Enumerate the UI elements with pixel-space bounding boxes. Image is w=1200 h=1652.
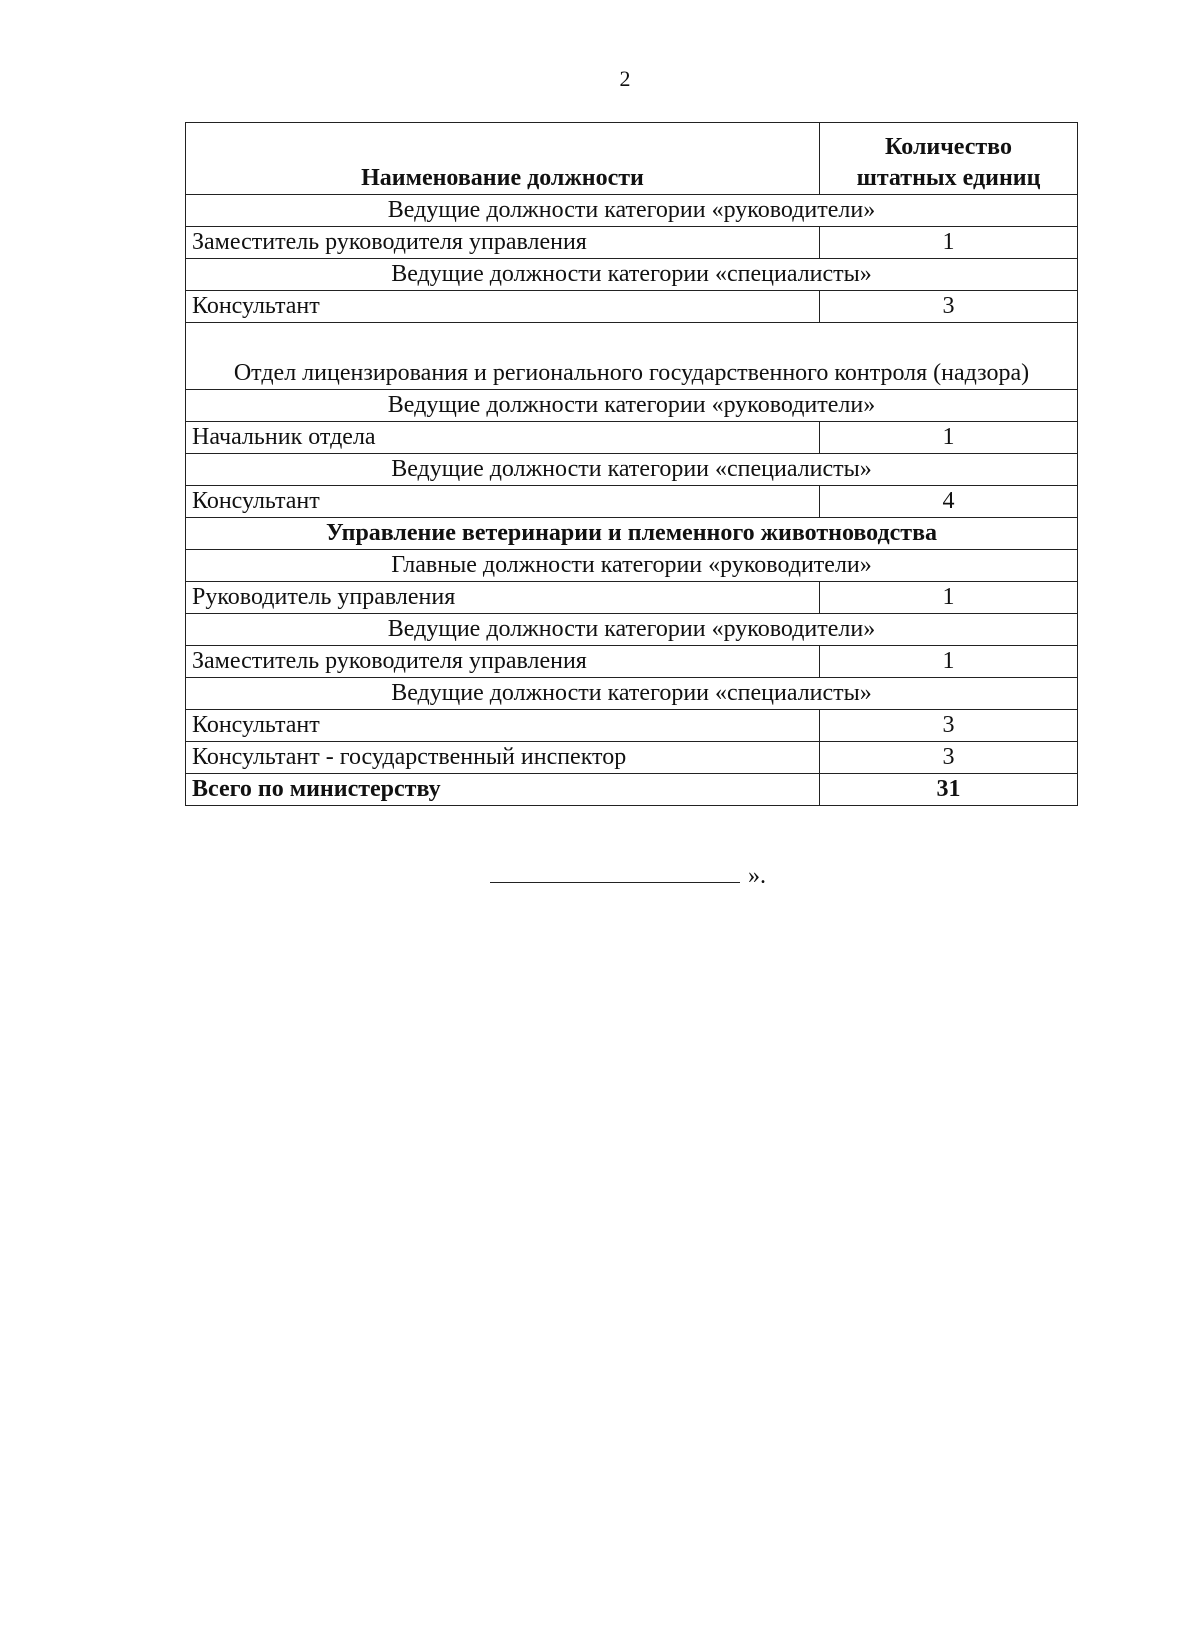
department-row — [186, 323, 1078, 390]
department-row — [186, 518, 1078, 550]
category-row — [186, 550, 1078, 582]
category-row — [186, 614, 1078, 646]
signature-underline — [490, 862, 740, 883]
category-label: Ведущие должности категории «руководители» — [186, 390, 1078, 422]
category-row — [186, 678, 1078, 710]
position-quantity: 3 — [820, 291, 1078, 323]
header-quantity — [820, 123, 1078, 195]
position-row — [186, 646, 1078, 678]
category-row — [186, 390, 1078, 422]
category-label: Главные должности категории «руководители» — [186, 550, 1078, 582]
position-name: Консультант — [186, 486, 820, 518]
header-quantity-line2: штатных единиц — [856, 165, 1041, 191]
category-label: Ведущие должности категории «руководители» — [186, 195, 1078, 227]
position-row — [186, 486, 1078, 518]
position-name: Консультант — [186, 291, 820, 323]
header-quantity-line1: Количество — [885, 134, 1012, 160]
total-row — [186, 774, 1078, 806]
table-header-row — [186, 123, 1078, 195]
position-quantity: 4 — [820, 486, 1078, 518]
department-label: Управление ветеринарии и племенного животноводства — [186, 518, 1078, 550]
position-row — [186, 710, 1078, 742]
position-row — [186, 422, 1078, 454]
page-number: 2 — [619, 66, 631, 91]
position-quantity: 1 — [820, 646, 1078, 678]
department-label: Отдел лицензирования и регионального государственного контроля (надзора) — [186, 323, 1078, 390]
position-quantity: 3 — [820, 710, 1078, 742]
header-position-name: Наименование должности — [186, 123, 820, 195]
staffing-table — [185, 122, 1078, 806]
category-label: Ведущие должности категории «специалисты» — [186, 454, 1078, 486]
position-row — [186, 742, 1078, 774]
category-row — [186, 195, 1078, 227]
position-quantity: 1 — [820, 227, 1078, 259]
total-quantity: 31 — [820, 774, 1078, 806]
position-quantity: 1 — [820, 582, 1078, 614]
position-row — [186, 227, 1078, 259]
closing-quote-mark: ». — [748, 863, 766, 889]
category-label: Ведущие должности категории «руководители» — [186, 614, 1078, 646]
position-quantity: 3 — [820, 742, 1078, 774]
position-quantity: 1 — [820, 422, 1078, 454]
position-name: Руководитель управления — [186, 582, 820, 614]
position-row — [186, 582, 1078, 614]
closing-line — [490, 862, 766, 890]
position-name: Начальник отдела — [186, 422, 820, 454]
total-label: Всего по министерству — [186, 774, 820, 806]
category-label: Ведущие должности категории «специалисты» — [186, 259, 1078, 291]
category-row — [186, 454, 1078, 486]
position-name: Заместитель руководителя управления — [186, 646, 820, 678]
category-row — [186, 259, 1078, 291]
position-name: Консультант - государственный инспектор — [186, 742, 820, 774]
position-name: Консультант — [186, 710, 820, 742]
category-label: Ведущие должности категории «специалисты» — [186, 678, 1078, 710]
position-row — [186, 291, 1078, 323]
position-name: Заместитель руководителя управления — [186, 227, 820, 259]
